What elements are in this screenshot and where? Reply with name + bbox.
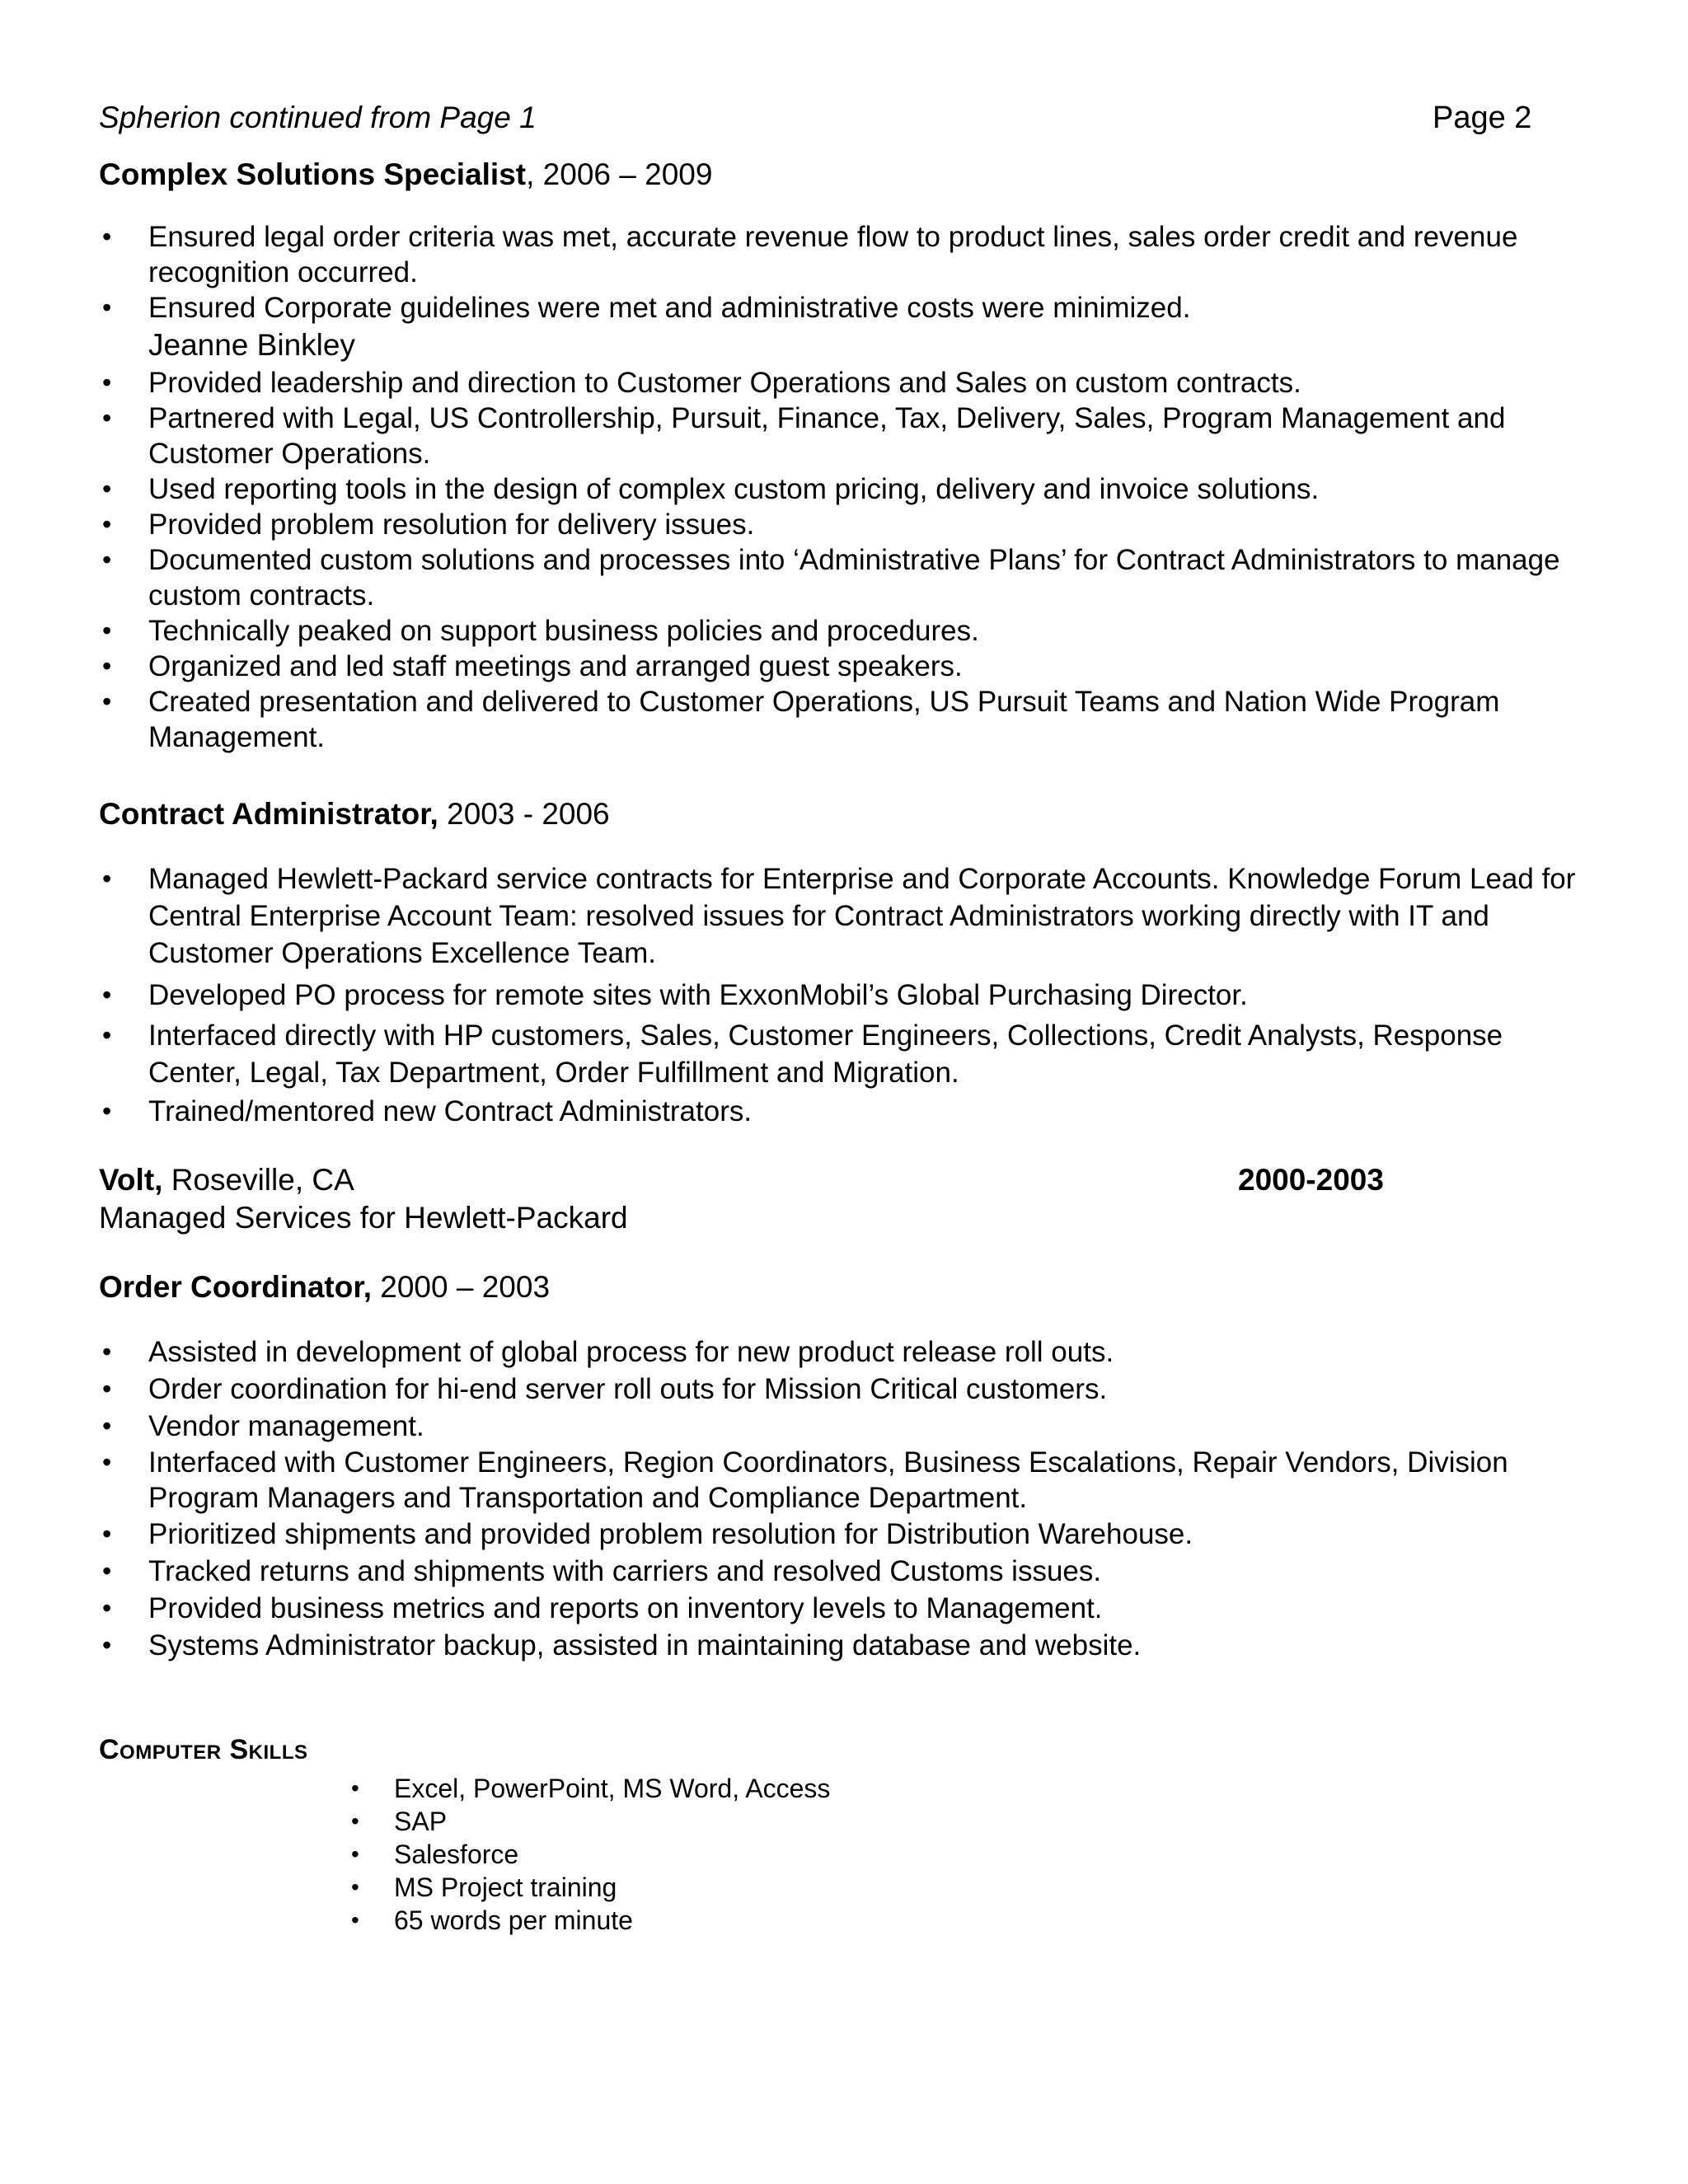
list-item: • Ensured legal order criteria was met, accurate revenue flow to product lines, sales order credit and revenue recognition occurred. [99, 219, 1582, 290]
list-item: • Organized and led staff meetings and arranged guest speakers. [99, 649, 1582, 684]
list-item: • Partnered with Legal, US Controllership, Pursuit, Finance, Tax, Delivery, Sales, Program Management and Customer Operations. [99, 401, 1582, 471]
list-item: • Prioritized shipments and provided problem resolution for Distribution Warehouse. [99, 1516, 1582, 1553]
job-heading-complex-solutions [99, 157, 712, 193]
job-dates: 2003 - 2006 [438, 797, 610, 831]
job-title: Complex Solutions Specialist [99, 157, 527, 191]
order-coordinator-duties [99, 1333, 1582, 1664]
list-item: • Developed PO process for remote sites with ExxonMobil’s Global Purchasing Director. [99, 977, 1582, 1014]
skills-list [345, 1772, 830, 1937]
list-item: • Created presentation and delivered to Customer Operations, US Pursuit Teams and Nation Wide Program Management. [99, 684, 1582, 755]
list-item: • Provided leadership and direction to Customer Operations and Sales on custom contracts. [99, 365, 1582, 401]
employer-subtitle: Managed Services for Hewlett-Packard [99, 1201, 628, 1235]
signature: Jeanne Binkley [148, 328, 355, 362]
list-item: • Trained/mentored new Contract Administrators. [99, 1093, 1582, 1130]
list-item: • Provided business metrics and reports on inventory levels to Management. [99, 1590, 1582, 1627]
list-item: • Ensured Corporate guidelines were met and administrative costs were minimized. [99, 290, 1582, 326]
list-item: • Order coordination for hi-end server roll outs for Mission Critical customers. [99, 1371, 1582, 1408]
list-item: • Used reporting tools in the design of complex custom pricing, delivery and invoice solutions. [99, 471, 1582, 507]
job-title: Contract Administrator, [99, 797, 438, 831]
complex-solutions-duties [99, 219, 1582, 755]
contract-admin-duties [99, 860, 1582, 1130]
list-item: • Vendor management. [99, 1408, 1582, 1445]
job-dates: 2000 – 2003 [371, 1270, 551, 1304]
job-heading-contract-admin [99, 796, 610, 832]
skill-item: • 65 words per minute [345, 1904, 830, 1937]
skill-item: • Excel, PowerPoint, MS Word, Access [345, 1772, 830, 1805]
list-item: • Provided problem resolution for delivery issues. [99, 507, 1582, 542]
skill-item: • Salesforce [345, 1838, 830, 1871]
list-item: • Managed Hewlett-Packard service contracts for Enterprise and Corporate Accounts. Knowledge Forum Lead for Central Enterprise Account Team: resolved issues for Contract Administrators working directly with IT and Customer Operations Excellence Team. [99, 860, 1582, 972]
employer-volt [99, 1162, 354, 1198]
continued-header: Spherion continued from Page 1 [99, 101, 537, 134]
list-item: • Interfaced directly with HP customers, Sales, Customer Engineers, Collections, Credit Analysts, Response Center, Legal, Tax Department, Order Fulfillment and Migration. [99, 1017, 1582, 1091]
list-item: • Documented custom solutions and processes into ‘Administrative Plans’ for Contract Administrators to manage custom contracts. [99, 542, 1582, 613]
job-title: Order Coordinator, [99, 1270, 372, 1304]
list-item: • Technically peaked on support business policies and procedures. [99, 613, 1582, 649]
job-dates: , 2006 – 2009 [526, 157, 713, 191]
list-item: • Interfaced with Customer Engineers, Region Coordinators, Business Escalations, Repair Vendors, Division Program Managers and Transportation and Compliance Department. [99, 1445, 1582, 1516]
employment-years: 2000-2003 [1238, 1163, 1384, 1197]
skills-heading: Computer Skills [99, 1734, 308, 1765]
page-number: Page 2 [1432, 101, 1532, 135]
skill-item: • SAP [345, 1805, 830, 1838]
skill-item: • MS Project training [345, 1871, 830, 1904]
job-heading-order-coordinator [99, 1269, 550, 1305]
list-item: • Assisted in development of global process for new product release roll outs. [99, 1333, 1582, 1371]
company-name: Volt, [99, 1163, 163, 1197]
list-item: • Tracked returns and shipments with carriers and resolved Customs issues. [99, 1553, 1582, 1590]
company-location: Roseville, CA [162, 1163, 354, 1197]
list-item: • Systems Administrator backup, assisted in maintaining database and website. [99, 1627, 1582, 1664]
